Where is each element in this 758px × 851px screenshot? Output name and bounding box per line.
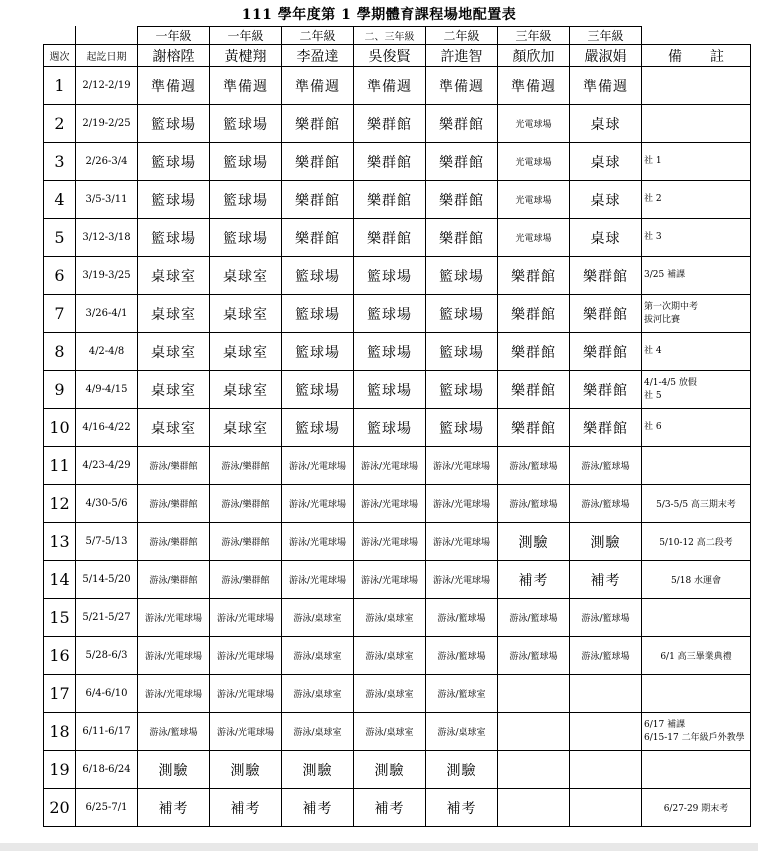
venue-cell: 籃球場 — [210, 181, 282, 219]
note-cell — [642, 751, 751, 789]
venue-cell: 游泳/桌球室 — [282, 675, 354, 713]
venue-cell: 光電球場 — [498, 181, 570, 219]
note-cell: 第一次期中考 拔河比賽 — [642, 295, 751, 333]
venue-cell: 補考 — [138, 789, 210, 827]
grade-label: 三年級 — [498, 27, 570, 45]
date-range: 3/19-3/25 — [76, 257, 138, 295]
venue-cell: 樂群館 — [282, 219, 354, 257]
venue-cell: 桌球 — [570, 105, 642, 143]
teacher-header: 吳俊賢 — [354, 45, 426, 67]
date-range: 4/2-4/8 — [76, 333, 138, 371]
venue-cell: 籃球場 — [210, 219, 282, 257]
venue-cell: 準備週 — [426, 67, 498, 105]
venue-cell: 籃球場 — [138, 219, 210, 257]
teacher-header: 黃楗翔 — [210, 45, 282, 67]
venue-cell: 樂群館 — [498, 257, 570, 295]
venue-cell: 光電球場 — [498, 219, 570, 257]
date-range: 2/12-2/19 — [76, 67, 138, 105]
date-range: 2/26-3/4 — [76, 143, 138, 181]
note-cell: 社 6 — [642, 409, 751, 447]
venue-cell: 游泳/光電球場 — [210, 637, 282, 675]
note-cell: 5/3-5/5 高三期末考 — [642, 485, 751, 523]
week-number: 4 — [44, 181, 76, 219]
venue-cell: 樂群館 — [426, 143, 498, 181]
schedule-table — [43, 26, 751, 827]
table-row — [44, 751, 751, 789]
venue-cell: 游泳/籃球場 — [498, 637, 570, 675]
venue-cell: 游泳/籃球場 — [138, 713, 210, 751]
venue-cell — [570, 751, 642, 789]
venue-cell: 籃球場 — [210, 143, 282, 181]
venue-cell: 光電球場 — [498, 105, 570, 143]
date-range: 5/21-5/27 — [76, 599, 138, 637]
venue-cell: 樂群館 — [570, 333, 642, 371]
venue-cell — [570, 789, 642, 827]
venue-cell: 游泳/桌球室 — [282, 637, 354, 675]
date-header: 起訖日期 — [76, 45, 138, 67]
note-cell: 社 1 — [642, 143, 751, 181]
table-row — [44, 257, 751, 295]
week-number: 14 — [44, 561, 76, 599]
venue-cell — [498, 675, 570, 713]
venue-cell: 游泳/樂群館 — [138, 523, 210, 561]
venue-cell: 籃球場 — [282, 333, 354, 371]
venue-cell: 籃球場 — [426, 257, 498, 295]
date-range: 4/30-5/6 — [76, 485, 138, 523]
note-cell: 5/18 水運會 — [642, 561, 751, 599]
venue-cell: 籃球場 — [354, 333, 426, 371]
week-number: 12 — [44, 485, 76, 523]
date-range: 6/11-6/17 — [76, 713, 138, 751]
venue-cell — [498, 789, 570, 827]
venue-cell: 桌球室 — [138, 333, 210, 371]
venue-cell: 桌球室 — [210, 333, 282, 371]
venue-cell: 準備週 — [498, 67, 570, 105]
venue-cell: 桌球室 — [138, 371, 210, 409]
venue-cell: 游泳/光電球場 — [354, 523, 426, 561]
bottom-scrollbar-area — [0, 843, 758, 851]
note-cell: 6/27-29 期末考 — [642, 789, 751, 827]
table-row — [44, 67, 751, 105]
venue-cell: 游泳/光電球場 — [138, 675, 210, 713]
date-range: 4/16-4/22 — [76, 409, 138, 447]
venue-cell: 桌球室 — [210, 257, 282, 295]
venue-cell: 游泳/籃球場 — [498, 447, 570, 485]
venue-cell: 桌球室 — [138, 257, 210, 295]
table-row — [44, 333, 751, 371]
grade-label: 一年級 — [138, 27, 210, 45]
venue-cell: 補考 — [282, 789, 354, 827]
teacher-header: 許進智 — [426, 45, 498, 67]
note-cell: 社 2 — [642, 181, 751, 219]
venue-cell: 籃球場 — [282, 257, 354, 295]
week-header: 週次 — [44, 45, 76, 67]
venue-cell: 籃球場 — [426, 295, 498, 333]
week-number: 13 — [44, 523, 76, 561]
venue-cell: 游泳/光電球場 — [138, 599, 210, 637]
venue-cell: 補考 — [354, 789, 426, 827]
venue-cell: 籃球場 — [426, 409, 498, 447]
venue-cell: 樂群館 — [570, 295, 642, 333]
venue-cell: 籃球場 — [354, 295, 426, 333]
venue-cell: 游泳/樂群館 — [210, 523, 282, 561]
week-number: 11 — [44, 447, 76, 485]
venue-cell — [498, 713, 570, 751]
venue-cell: 桌球室 — [138, 295, 210, 333]
venue-cell: 游泳/樂群館 — [210, 485, 282, 523]
venue-cell: 桌球室 — [210, 295, 282, 333]
week-number: 5 — [44, 219, 76, 257]
venue-cell: 游泳/光電球場 — [426, 485, 498, 523]
venue-cell: 游泳/桌球室 — [354, 599, 426, 637]
venue-cell: 游泳/籃球室 — [426, 675, 498, 713]
venue-cell: 游泳/光電球場 — [426, 561, 498, 599]
venue-cell: 籃球場 — [354, 371, 426, 409]
venue-cell: 游泳/光電球場 — [282, 447, 354, 485]
venue-cell: 游泳/樂群館 — [138, 561, 210, 599]
venue-cell: 樂群館 — [426, 219, 498, 257]
venue-cell: 游泳/籃球場 — [570, 637, 642, 675]
venue-cell: 桌球 — [570, 219, 642, 257]
grade-label: 一年級 — [210, 27, 282, 45]
venue-cell: 游泳/籃球場 — [498, 599, 570, 637]
venue-cell: 測驗 — [354, 751, 426, 789]
venue-cell: 樂群館 — [426, 105, 498, 143]
venue-cell: 樂群館 — [498, 295, 570, 333]
venue-cell: 籃球場 — [282, 409, 354, 447]
venue-cell: 游泳/樂群館 — [210, 447, 282, 485]
table-row — [44, 789, 751, 827]
venue-cell: 游泳/光電球場 — [282, 523, 354, 561]
date-range: 5/14-5/20 — [76, 561, 138, 599]
venue-cell: 補考 — [498, 561, 570, 599]
venue-cell: 樂群館 — [570, 371, 642, 409]
venue-cell: 游泳/籃球場 — [570, 485, 642, 523]
date-range: 4/23-4/29 — [76, 447, 138, 485]
venue-cell: 樂群館 — [570, 409, 642, 447]
week-number: 3 — [44, 143, 76, 181]
venue-cell: 游泳/樂群館 — [210, 561, 282, 599]
venue-cell: 測驗 — [138, 751, 210, 789]
venue-cell: 桌球室 — [210, 409, 282, 447]
venue-cell: 樂群館 — [498, 409, 570, 447]
venue-cell: 游泳/光電球場 — [354, 447, 426, 485]
venue-cell: 桌球室 — [210, 371, 282, 409]
venue-cell: 游泳/桌球室 — [354, 637, 426, 675]
teacher-header: 嚴淑娟 — [570, 45, 642, 67]
venue-cell: 準備週 — [282, 67, 354, 105]
week-number: 8 — [44, 333, 76, 371]
note-cell — [642, 675, 751, 713]
page-title: 111 學年度第 1 學期體育課程場地配置表 — [241, 7, 517, 23]
date-range: 3/12-3/18 — [76, 219, 138, 257]
table-row — [44, 295, 751, 333]
venue-cell: 游泳/光電球場 — [282, 485, 354, 523]
venue-cell: 測驗 — [498, 523, 570, 561]
venue-cell: 準備週 — [210, 67, 282, 105]
note-header: 備 註 — [642, 45, 751, 67]
venue-cell: 籃球場 — [426, 333, 498, 371]
week-number: 16 — [44, 637, 76, 675]
table-row — [44, 447, 751, 485]
venue-cell: 測驗 — [282, 751, 354, 789]
venue-cell: 樂群館 — [570, 257, 642, 295]
table-row — [44, 485, 751, 523]
venue-cell: 準備週 — [354, 67, 426, 105]
venue-cell: 光電球場 — [498, 143, 570, 181]
venue-cell: 游泳/桌球室 — [354, 713, 426, 751]
date-range: 6/25-7/1 — [76, 789, 138, 827]
venue-cell: 桌球 — [570, 143, 642, 181]
venue-cell: 游泳/光電球場 — [210, 599, 282, 637]
venue-cell: 補考 — [426, 789, 498, 827]
date-range: 3/5-3/11 — [76, 181, 138, 219]
venue-cell: 游泳/光電球場 — [210, 713, 282, 751]
week-number: 2 — [44, 105, 76, 143]
date-range: 2/19-2/25 — [76, 105, 138, 143]
venue-cell: 測驗 — [426, 751, 498, 789]
grade-label: 二年級 — [426, 27, 498, 45]
venue-cell — [498, 751, 570, 789]
venue-cell: 桌球 — [570, 181, 642, 219]
venue-cell: 游泳/光電球場 — [354, 485, 426, 523]
venue-cell: 游泳/樂群館 — [138, 485, 210, 523]
table-row — [44, 105, 751, 143]
table-row — [44, 561, 751, 599]
venue-cell: 游泳/光電球場 — [210, 675, 282, 713]
venue-cell: 游泳/籃球場 — [498, 485, 570, 523]
column-header-row — [44, 45, 751, 67]
venue-cell: 籃球場 — [138, 143, 210, 181]
week-number: 1 — [44, 67, 76, 105]
table-row — [44, 599, 751, 637]
note-cell — [642, 67, 751, 105]
venue-cell — [570, 675, 642, 713]
week-number: 9 — [44, 371, 76, 409]
venue-cell: 樂群館 — [282, 181, 354, 219]
venue-cell: 游泳/光電球場 — [426, 447, 498, 485]
table-row — [44, 675, 751, 713]
date-range: 6/18-6/24 — [76, 751, 138, 789]
table-row — [44, 143, 751, 181]
venue-cell: 籃球場 — [138, 181, 210, 219]
venue-cell: 籃球場 — [210, 105, 282, 143]
week-number: 15 — [44, 599, 76, 637]
note-cell: 6/1 高三畢業典禮 — [642, 637, 751, 675]
venue-cell: 游泳/光電球場 — [282, 561, 354, 599]
venue-cell: 游泳/樂群館 — [138, 447, 210, 485]
table-row — [44, 523, 751, 561]
week-number: 18 — [44, 713, 76, 751]
date-range: 6/4-6/10 — [76, 675, 138, 713]
teacher-header: 顏欣加 — [498, 45, 570, 67]
venue-cell: 測驗 — [570, 523, 642, 561]
date-range: 3/26-4/1 — [76, 295, 138, 333]
venue-cell: 籃球場 — [282, 371, 354, 409]
venue-cell: 游泳/桌球室 — [282, 599, 354, 637]
table-row — [44, 181, 751, 219]
venue-cell: 游泳/籃球場 — [426, 599, 498, 637]
table-row — [44, 371, 751, 409]
note-cell — [642, 105, 751, 143]
week-number: 20 — [44, 789, 76, 827]
note-cell — [642, 447, 751, 485]
venue-cell: 樂群館 — [354, 143, 426, 181]
venue-cell: 樂群館 — [354, 181, 426, 219]
venue-cell: 樂群館 — [282, 143, 354, 181]
venue-cell: 樂群館 — [498, 371, 570, 409]
date-range: 5/28-6/3 — [76, 637, 138, 675]
note-cell: 5/10-12 高二段考 — [642, 523, 751, 561]
note-cell: 3/25 補課 — [642, 257, 751, 295]
venue-cell: 樂群館 — [498, 333, 570, 371]
venue-cell: 籃球場 — [282, 295, 354, 333]
venue-cell: 籃球場 — [354, 409, 426, 447]
venue-cell: 游泳/光電球場 — [138, 637, 210, 675]
venue-cell: 游泳/桌球室 — [282, 713, 354, 751]
note-cell: 6/17 補課 6/15-17 二年級戶外教學 — [642, 713, 751, 751]
venue-cell: 籃球場 — [354, 257, 426, 295]
venue-cell — [570, 713, 642, 751]
venue-cell: 樂群館 — [426, 181, 498, 219]
table-row — [44, 409, 751, 447]
venue-cell: 補考 — [570, 561, 642, 599]
table-row — [44, 637, 751, 675]
week-number: 17 — [44, 675, 76, 713]
venue-cell: 籃球場 — [138, 105, 210, 143]
venue-cell: 游泳/籃球場 — [570, 599, 642, 637]
venue-cell: 游泳/光電球場 — [354, 561, 426, 599]
venue-cell: 樂群館 — [354, 105, 426, 143]
teacher-header: 謝榕陞 — [138, 45, 210, 67]
venue-cell: 測驗 — [210, 751, 282, 789]
venue-cell: 游泳/桌球室 — [426, 713, 498, 751]
note-cell: 社 4 — [642, 333, 751, 371]
week-number: 10 — [44, 409, 76, 447]
venue-cell: 游泳/籃球場 — [426, 637, 498, 675]
date-range: 4/9-4/15 — [76, 371, 138, 409]
venue-cell: 準備週 — [138, 67, 210, 105]
week-number: 6 — [44, 257, 76, 295]
week-number: 19 — [44, 751, 76, 789]
date-range: 5/7-5/13 — [76, 523, 138, 561]
grade-label: 二年級 — [282, 27, 354, 45]
teacher-header: 李盈達 — [282, 45, 354, 67]
venue-cell: 游泳/桌球室 — [354, 675, 426, 713]
week-number: 7 — [44, 295, 76, 333]
grade-label: 三年級 — [570, 27, 642, 45]
venue-cell: 樂群館 — [354, 219, 426, 257]
table-row — [44, 713, 751, 751]
note-cell: 社 3 — [642, 219, 751, 257]
venue-cell: 游泳/籃球場 — [570, 447, 642, 485]
venue-cell: 補考 — [210, 789, 282, 827]
grade-label: 二、三年級 — [354, 27, 426, 45]
venue-cell: 樂群館 — [282, 105, 354, 143]
venue-cell: 游泳/光電球場 — [426, 523, 498, 561]
table-row — [44, 219, 751, 257]
venue-cell: 籃球場 — [426, 371, 498, 409]
note-cell — [642, 599, 751, 637]
venue-cell: 桌球室 — [138, 409, 210, 447]
venue-cell: 準備週 — [570, 67, 642, 105]
note-cell: 4/1-4/5 放假 社 5 — [642, 371, 751, 409]
grade-header-row — [44, 27, 751, 45]
